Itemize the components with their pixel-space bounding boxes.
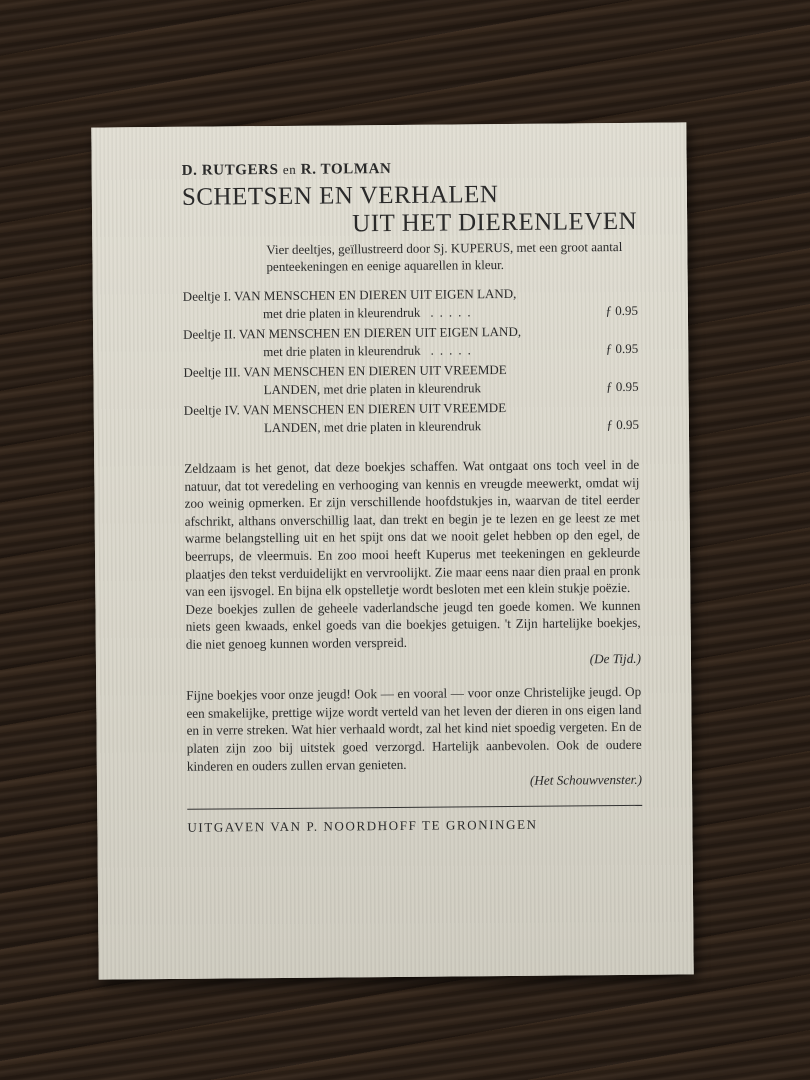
- author-tolman: R. TOLMAN: [300, 160, 392, 178]
- authors-line: [182, 159, 637, 180]
- volume-entry-3: [183, 360, 638, 400]
- title-line-1: SCHETSEN EN VERHALEN: [181, 181, 499, 211]
- review-source: (De Tijd.): [589, 650, 642, 666]
- volume-desc: met drie platen in kleurendruk: [262, 304, 421, 322]
- review-de-tijd: [184, 456, 641, 671]
- volume-price: ƒ 0.95: [606, 416, 639, 433]
- series-subtitle: Vier deeltjes, geïllustreerd door Sj. KUPERUS, met een groot aantal penteekeningen en eenige aquarellen in kleur.: [266, 238, 623, 275]
- volume-price: ƒ 0.95: [605, 340, 639, 357]
- volume-price: ƒ 0.95: [606, 378, 639, 395]
- volume-desc: met drie platen in kleurendruk: [263, 342, 421, 360]
- volume-title: Deeltje III. VAN MENSCHEN EN DIEREN UIT VREEMDE: [183, 361, 507, 380]
- volume-desc: LANDEN, met drie platen in kleurendruk: [263, 380, 481, 398]
- volume-title: Deeltje I. VAN MENSCHEN EN DIEREN UIT EIGEN LAND,: [182, 285, 517, 304]
- book-back-cover: [91, 122, 693, 979]
- leader-dots: .....: [430, 342, 477, 358]
- authors-conjunction: en: [282, 161, 297, 177]
- publisher-line: UITGAVEN VAN P. NOORDHOFF TE GRONINGEN: [187, 816, 538, 835]
- review-het-schouwvenster: [186, 683, 642, 793]
- review-source: (Het Schouwvenster.): [529, 771, 643, 788]
- divider-rule: [187, 805, 642, 810]
- review-paragraph: Zeldzaam is het genot, dat deze boekjes schaffen. Wat ontgaat ons toch veel in de natuur, dat tot veredeling en verhooging van kennis en vreugde meewerkt, omdat wij zoo weinig opmerken. Er zijn verschillende hoofdstukjes in, waarvan de titel eerder afschrikt, althans onverschillig laat, dan trekt en begin je te lezen en ge leest ze met warme belangstelling uit en het spijt ons dat we nooit gelet hebben op den egel, de beerrups, de vleermuis. En zoo mooi heeft Kuperus met teekeningen en gekleurde plaatjes den tekst verduidelijkt en vervroolijkt. Zie maar eens naar dien praal en pronk van een ijsvogel. En bijna elk opstelletje wordt besloten met een klein stukje poëzie.: [184, 456, 641, 599]
- title-line-2: UIT HET DIERENLEVEN: [352, 207, 638, 238]
- volume-title: Deeltje II. VAN MENSCHEN EN DIEREN UIT EIGEN LAND,: [183, 323, 522, 342]
- volume-list: [183, 284, 639, 438]
- review-paragraph: Deze boekjes zullen de geheele vaderlandsche jeugd ten goede komen. We kunnen niets geen kwaads, enkel goeds van die boekjes getuigen. 't Zijn hartelijke boekjes, die niet genoeg kunnen worden verspreid.: [185, 597, 641, 652]
- volume-price: ƒ 0.95: [605, 302, 638, 319]
- volume-entry-1: [183, 284, 638, 324]
- volume-title: Deeltje IV. VAN MENSCHEN EN DIEREN UIT VREEMDE: [183, 400, 507, 418]
- review-paragraph: Fijne boekjes voor onze jeugd! Ook — en vooral — voor onze Christelijke jeugd. Op een smakelijke, prettige wijze wordt verteld van het leven der dieren in ons eigen land en in verre streken. Wat hier verhaald wordt, zal het kind niet spoedig vergeten. En de platen zijn zoo bij uitstek goed verzorgd. Hartelijk aanbevolen. Ook de oudere kinderen en ouders zullen ervan genieten.: [186, 683, 642, 774]
- leader-dots: .....: [430, 304, 477, 320]
- volume-entry-4: [184, 398, 639, 438]
- volume-desc: LANDEN, met drie platen in kleurendruk: [263, 418, 482, 436]
- volume-entry-2: [183, 322, 638, 362]
- author-rutgers: D. RUTGERS: [181, 161, 279, 179]
- cover-text-block: [182, 159, 643, 836]
